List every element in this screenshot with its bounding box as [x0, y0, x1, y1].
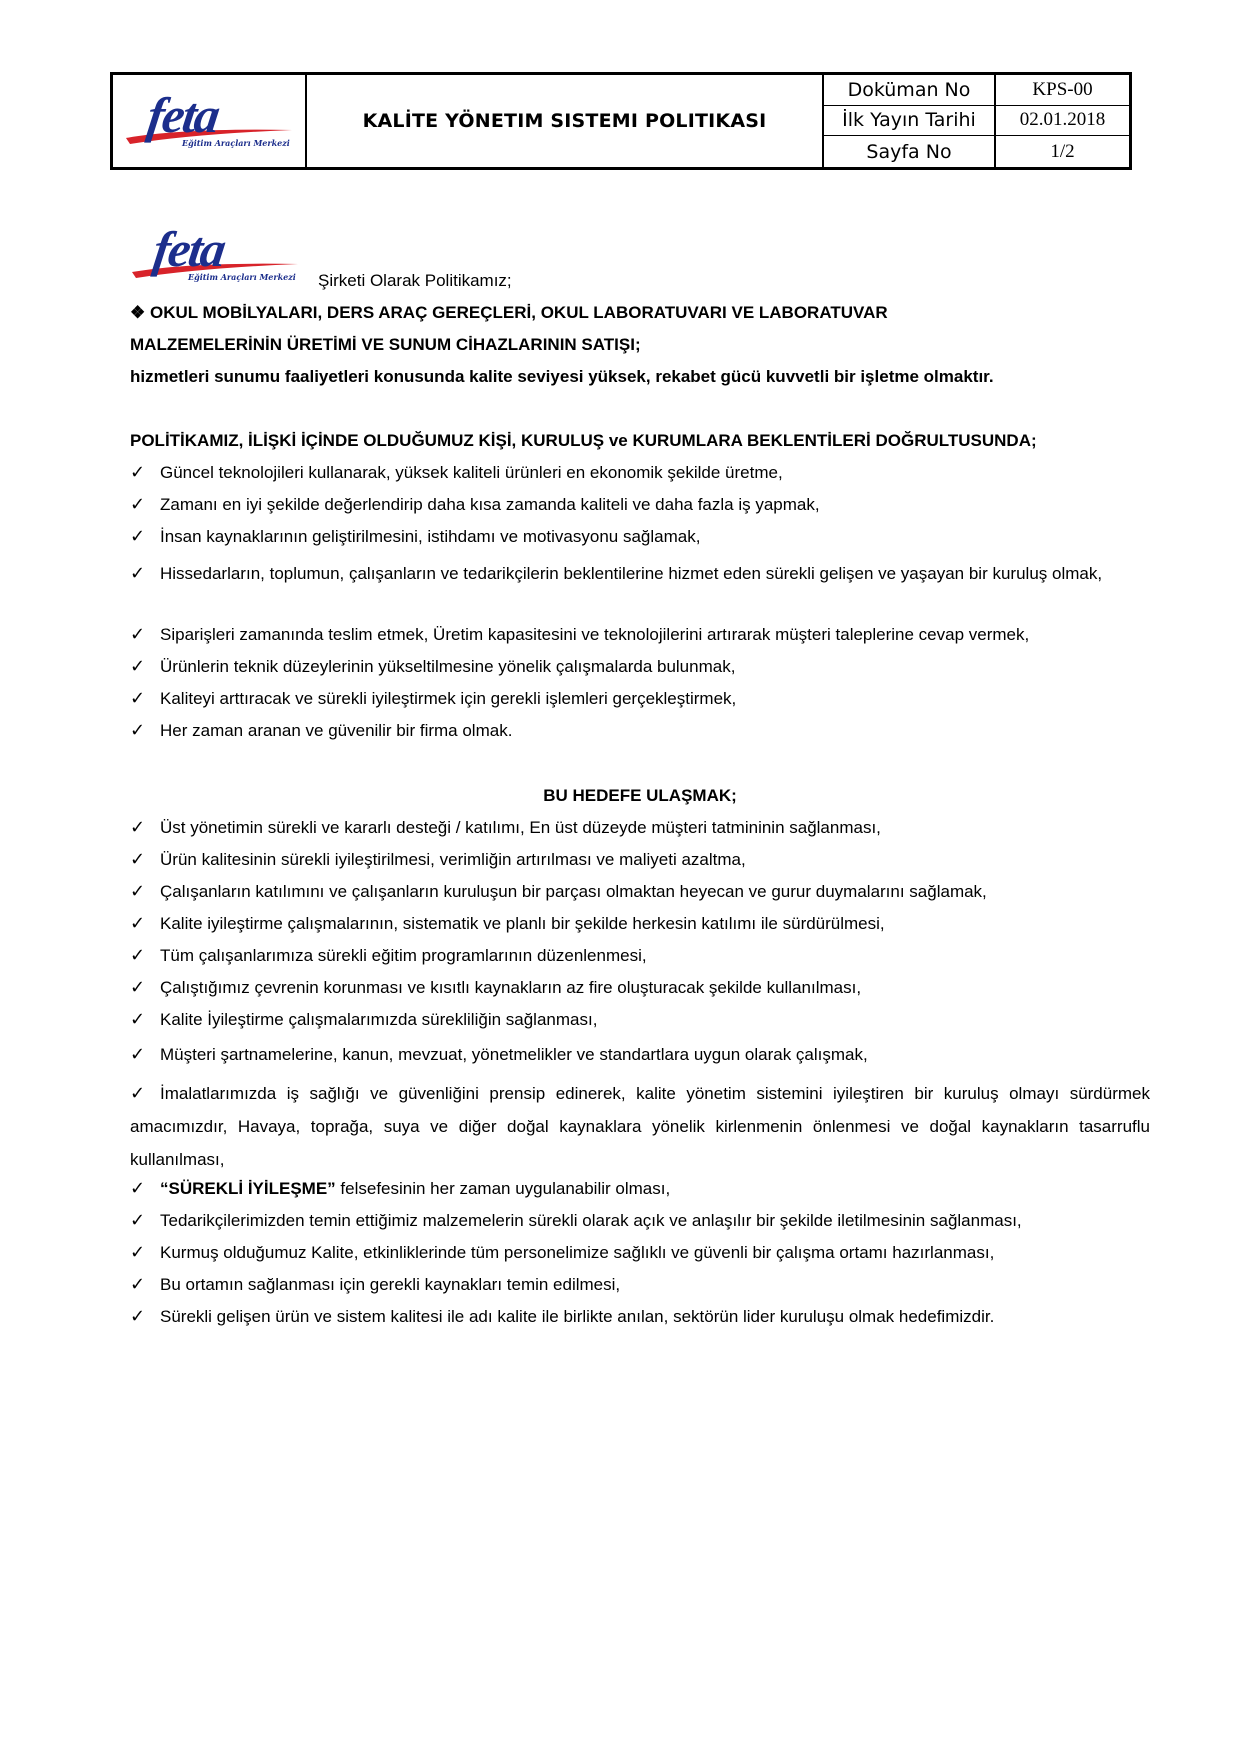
- policy-heading: POLİTİKAMIZ, İLİŞKİ İÇİNDE OLDUĞUMUZ KİŞİ, KURULUŞ ve KURUMLARA BEKLENTİLERİ DOĞRULTUSUNDA;: [130, 431, 1037, 450]
- check-icon: ✓: [130, 1009, 146, 1030]
- check-icon: ✓: [130, 913, 146, 934]
- doc-no-value: KPS-00: [996, 75, 1129, 106]
- philosophy-text: felsefesinin her zaman uygulanabilir olması,: [335, 1179, 671, 1198]
- check-icon: ✓: [130, 1178, 146, 1199]
- goal-item: [130, 817, 1150, 839]
- goal-item: [130, 1242, 1150, 1264]
- policy-item-text: Her zaman aranan ve güvenilir bir firma olmak.: [160, 721, 513, 740]
- policy-item: [130, 624, 1150, 646]
- body-company-logo: [130, 222, 300, 288]
- policy-item-text: Ürünlerin teknik düzeylerinin yükseltilmesine yönelik çalışmalarda bulunmak,: [160, 657, 736, 676]
- goal-item-text: Çalıştığımız çevrenin korunması ve kısıtlı kaynakların az fire oluşturacak şekilde kullanılması,: [160, 978, 862, 997]
- policy-item: [130, 558, 1150, 590]
- page-no-value: 1/2: [1050, 140, 1075, 162]
- policy-item: [130, 494, 1150, 516]
- logo-wordmark: feta: [150, 221, 228, 277]
- goal-item-text: Bu ortamın sağlanması için gerekli kaynakları temin edilmesi,: [160, 1275, 621, 1294]
- goal-item: [130, 1044, 1150, 1066]
- check-icon: ✓: [130, 1210, 146, 1231]
- goal-item-text: Üst yönetimin sürekli ve kararlı desteği / katılımı, En üst düzeyde müşteri tatmininin sağlanması,: [160, 818, 881, 837]
- policy-item: [130, 656, 1150, 678]
- publish-date-value: 02.01.2018: [996, 106, 1129, 137]
- intro-bullet-line2: MALZEMELERİNİN ÜRETİMİ VE SUNUM CİHAZLARININ SATIŞI;: [130, 335, 641, 354]
- goal-item-text: Kurmuş olduğumuz Kalite, etkinliklerinde tüm personelimize sağlıklı ve güvenli bir çalışma ortamı hazırlanması,: [160, 1243, 995, 1262]
- intro-bullet-line1: [130, 302, 1150, 324]
- check-icon: ✓: [130, 526, 146, 547]
- check-icon: ✓: [130, 624, 146, 645]
- check-icon: ✓: [130, 1274, 146, 1295]
- check-icon: ✓: [130, 945, 146, 966]
- goal-item-text: Kalite İyileştirme çalışmalarımızda sürekliliğin sağlanması,: [160, 1010, 598, 1029]
- goal-item: [130, 945, 1150, 967]
- check-icon: ✓: [130, 881, 146, 902]
- check-icon: ✓: [130, 1306, 146, 1327]
- intro-statement: hizmetleri sunumu faaliyetleri konusunda kalite seviyesi yüksek, rekabet gücü kuvvetli bir işletme olmaktır.: [130, 367, 994, 386]
- policy-item: [130, 526, 1150, 548]
- logo-wordmark: feta: [144, 87, 222, 143]
- intro-bullet-text: OKUL MOBİLYALARI, DERS ARAÇ GEREÇLERİ, OKUL LABORATUVARI VE LABORATUVAR: [149, 303, 888, 322]
- page-no-label: Sayfa No: [824, 136, 996, 167]
- policy-item: [130, 462, 1150, 484]
- goal-item: [130, 1178, 1150, 1200]
- policy-item-text: Zamanı en iyi şekilde değerlendirip daha kısa zamanda kaliteli ve daha fazla iş yapmak,: [160, 495, 820, 514]
- check-icon: ✓: [130, 849, 146, 870]
- document-meta-grid: [824, 75, 1129, 167]
- check-icon: ✓: [130, 977, 146, 998]
- goal-item-text: Müşteri şartnamelerine, kanun, mevzuat, yönetmelikler ve standartlara uygun olarak çalışmak,: [160, 1045, 868, 1064]
- document-title: KALİTE YÖNETIM SISTEMI POLITIKASI: [307, 75, 824, 167]
- goal-item: [130, 1077, 1150, 1176]
- policy-item: [130, 720, 1150, 742]
- logo-subtitle: Eğitim Araçları Merkezi: [188, 272, 296, 282]
- goal-item: [130, 849, 1150, 871]
- goal-item: [130, 1274, 1150, 1296]
- logo-subtitle: Eğitim Araçları Merkezi: [182, 138, 290, 148]
- goal-item: [130, 881, 1150, 903]
- company-logo: [124, 88, 294, 154]
- goal-item-text: Sürekli gelişen ürün ve sistem kalitesi ile adı kalite ile birlikte anılan, sektörün lider kuruluşu olmak hedefimizdir.: [160, 1307, 995, 1326]
- goal-item: [130, 1009, 1150, 1031]
- check-icon: ✓: [130, 563, 146, 584]
- goal-item: [130, 913, 1150, 935]
- goal-item-text: Çalışanların katılımını ve çalışanların kuruluşun bir parçası olmaktan heyecan ve gurur duymalarını sağlamak,: [160, 882, 987, 901]
- check-icon: ✓: [130, 688, 146, 709]
- goal-item-text: Ürün kalitesinin sürekli iyileştirilmesi, verimliğin artırılması ve maliyeti azaltma,: [160, 850, 746, 869]
- goal-item-text: İmalatlarımızda iş sağlığı ve güvenliğini prensip edinerek, kalite yönetim sistemini iyileştiren bir kuruluş olmayı sürdürmek amacımızdır, Havaya, toprağa, suya ve diğer doğal kaynaklara yönelik kirlenmenin önlenmesi ve doğal kaynakların tasarruflu kullanılması,: [130, 1084, 1150, 1169]
- philosophy-bold-text: “SÜREKLİ İYİLEŞME”: [160, 1179, 336, 1198]
- goal-item: [130, 1306, 1150, 1328]
- policy-item-text: Hissedarların, toplumun, çalışanların ve tedarikçilerin beklentilerine hizmet eden sürekli gelişen ve yaşayan bir kuruluş olmak,: [160, 564, 1103, 583]
- check-icon: ✓: [130, 494, 146, 515]
- goal-heading: BU HEDEFE ULAŞMAK;: [543, 786, 737, 805]
- document-header-table: [110, 72, 1132, 170]
- goal-item: [130, 977, 1150, 999]
- check-icon: ✓: [130, 1242, 146, 1263]
- policy-item-text: Kaliteyi arttıracak ve sürekli iyileştirmek için gerekli işlemleri gerçekleştirmek,: [160, 689, 737, 708]
- goal-item: [130, 1210, 1150, 1232]
- goal-item-text: Tüm çalışanlarımıza sürekli eğitim programlarının düzenlenmesi,: [160, 946, 647, 965]
- header-logo-cell: [113, 75, 307, 167]
- check-icon: ✓: [130, 1083, 146, 1104]
- goal-item-text: Kalite iyileştirme çalışmalarının, sistematik ve planlı bir şekilde herkesin katılımı ile sürdürülmesi,: [160, 914, 885, 933]
- intro-heading: Şirketi Olarak Politikamız;: [318, 271, 512, 290]
- check-icon: ✓: [130, 817, 146, 838]
- publish-date-label: İlk Yayın Tarihi: [824, 106, 996, 137]
- policy-item-text: Güncel teknolojileri kullanarak, yüksek kaliteli ürünleri en ekonomik şekilde üretme,: [160, 463, 783, 482]
- check-icon: ✓: [130, 1044, 146, 1065]
- doc-no-label: Doküman No: [824, 75, 996, 106]
- policy-item-text: İnsan kaynaklarının geliştirilmesini, istihdamı ve motivasyonu sağlamak,: [160, 527, 701, 546]
- diamond-bullet-icon: ❖: [130, 303, 146, 322]
- policy-item: [130, 688, 1150, 710]
- policy-item-text: Siparişleri zamanında teslim etmek, Üretim kapasitesini ve teknolojilerini artırarak müşteri taleplerine cevap vermek,: [160, 625, 1030, 644]
- check-icon: ✓: [130, 462, 146, 483]
- check-icon: ✓: [130, 656, 146, 677]
- goal-item-text: Tedarikçilerimizden temin ettiğimiz malzemelerin sürekli olarak açık ve anlaşılır bir şekilde iletilmesinin sağlanması,: [160, 1211, 1022, 1230]
- check-icon: ✓: [130, 720, 146, 741]
